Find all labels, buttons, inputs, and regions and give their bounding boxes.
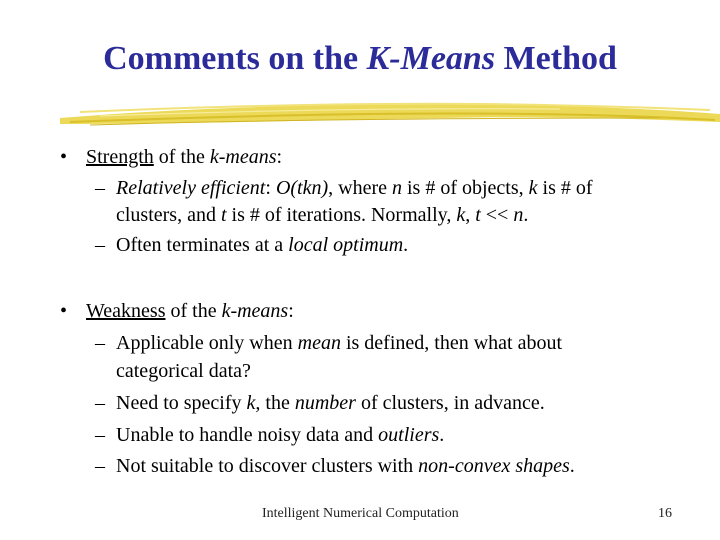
bullet-strength: •: [60, 146, 68, 168]
text: .: [523, 204, 529, 226]
text: is # of iterations. Normally,: [226, 204, 457, 226]
item-optimum: [116, 233, 408, 257]
text-italic: mean: [297, 332, 341, 354]
heading-tail: :: [288, 300, 294, 322]
text-italic: n: [392, 177, 402, 199]
item-efficient-line2: [116, 203, 528, 227]
text: <<: [480, 204, 514, 226]
text: is defined, then what about: [340, 332, 563, 354]
dash-specify-k: –: [95, 392, 105, 414]
text: categorical data?: [116, 360, 251, 382]
text: of clusters, in advance.: [355, 392, 545, 414]
item-specify-k: [116, 391, 545, 415]
heading-italic: k-means: [209, 146, 277, 168]
heading-italic: k-means: [221, 300, 289, 322]
text: .: [569, 455, 575, 477]
title-italic: K-Means: [366, 40, 496, 77]
text: , where: [328, 177, 392, 199]
text-italic: t: [475, 204, 481, 226]
text-italic: outliers: [378, 424, 440, 446]
text-italic: non-convex shapes: [418, 455, 570, 477]
text-italic: O(tkn): [275, 177, 329, 199]
heading-weakness: [86, 299, 294, 323]
text-italic: local optimum: [288, 234, 404, 256]
dash-non-convex: –: [95, 455, 105, 477]
text: .: [403, 234, 409, 256]
text: .: [439, 424, 445, 446]
text-italic: number: [294, 392, 356, 414]
heading-strength: [86, 145, 282, 169]
text-italic: k: [528, 177, 538, 199]
text: Not suitable to discover clusters with: [116, 455, 419, 477]
text: Applicable only when: [116, 332, 298, 354]
dash-optimum: –: [95, 234, 105, 256]
text: ,: [465, 204, 476, 226]
title-underline-brush: [60, 98, 720, 132]
text: the: [260, 392, 295, 414]
dash-efficient: –: [95, 177, 105, 199]
dash-mean: –: [95, 332, 105, 354]
item-non-convex: [116, 454, 575, 478]
heading-plain: of the: [165, 300, 222, 322]
text-italic: k,: [246, 392, 261, 414]
text: is # of: [537, 177, 593, 199]
footer-text: Intelligent Numerical Computation: [262, 506, 459, 521]
bullet-weakness: •: [60, 300, 68, 322]
item-mean-line1: [116, 331, 562, 355]
text: Need to specify: [116, 392, 247, 414]
heading-plain: of the: [153, 146, 210, 168]
text: Often terminates at a: [116, 234, 289, 256]
page-number: 16: [658, 506, 672, 521]
text: clusters, and: [116, 204, 221, 226]
item-noisy: [116, 423, 444, 447]
title-pre: Comments on the: [103, 40, 367, 77]
text-italic: Relatively efficient: [116, 177, 266, 199]
text-italic: k: [456, 204, 466, 226]
heading-underlined: Strength: [86, 146, 154, 168]
dash-noisy: –: [95, 424, 105, 446]
title-post: Method: [495, 40, 617, 77]
text-italic: t: [220, 204, 227, 226]
heading-tail: :: [276, 146, 283, 168]
text: is # of objects,: [402, 177, 529, 199]
text: :: [265, 177, 276, 199]
item-mean-line2: [116, 359, 251, 383]
slide-title: [0, 40, 720, 78]
heading-underlined: Weakness: [86, 300, 166, 322]
text-italic: n: [513, 204, 524, 226]
text: Unable to handle noisy data and: [116, 424, 379, 446]
item-efficient-line1: [116, 176, 593, 200]
